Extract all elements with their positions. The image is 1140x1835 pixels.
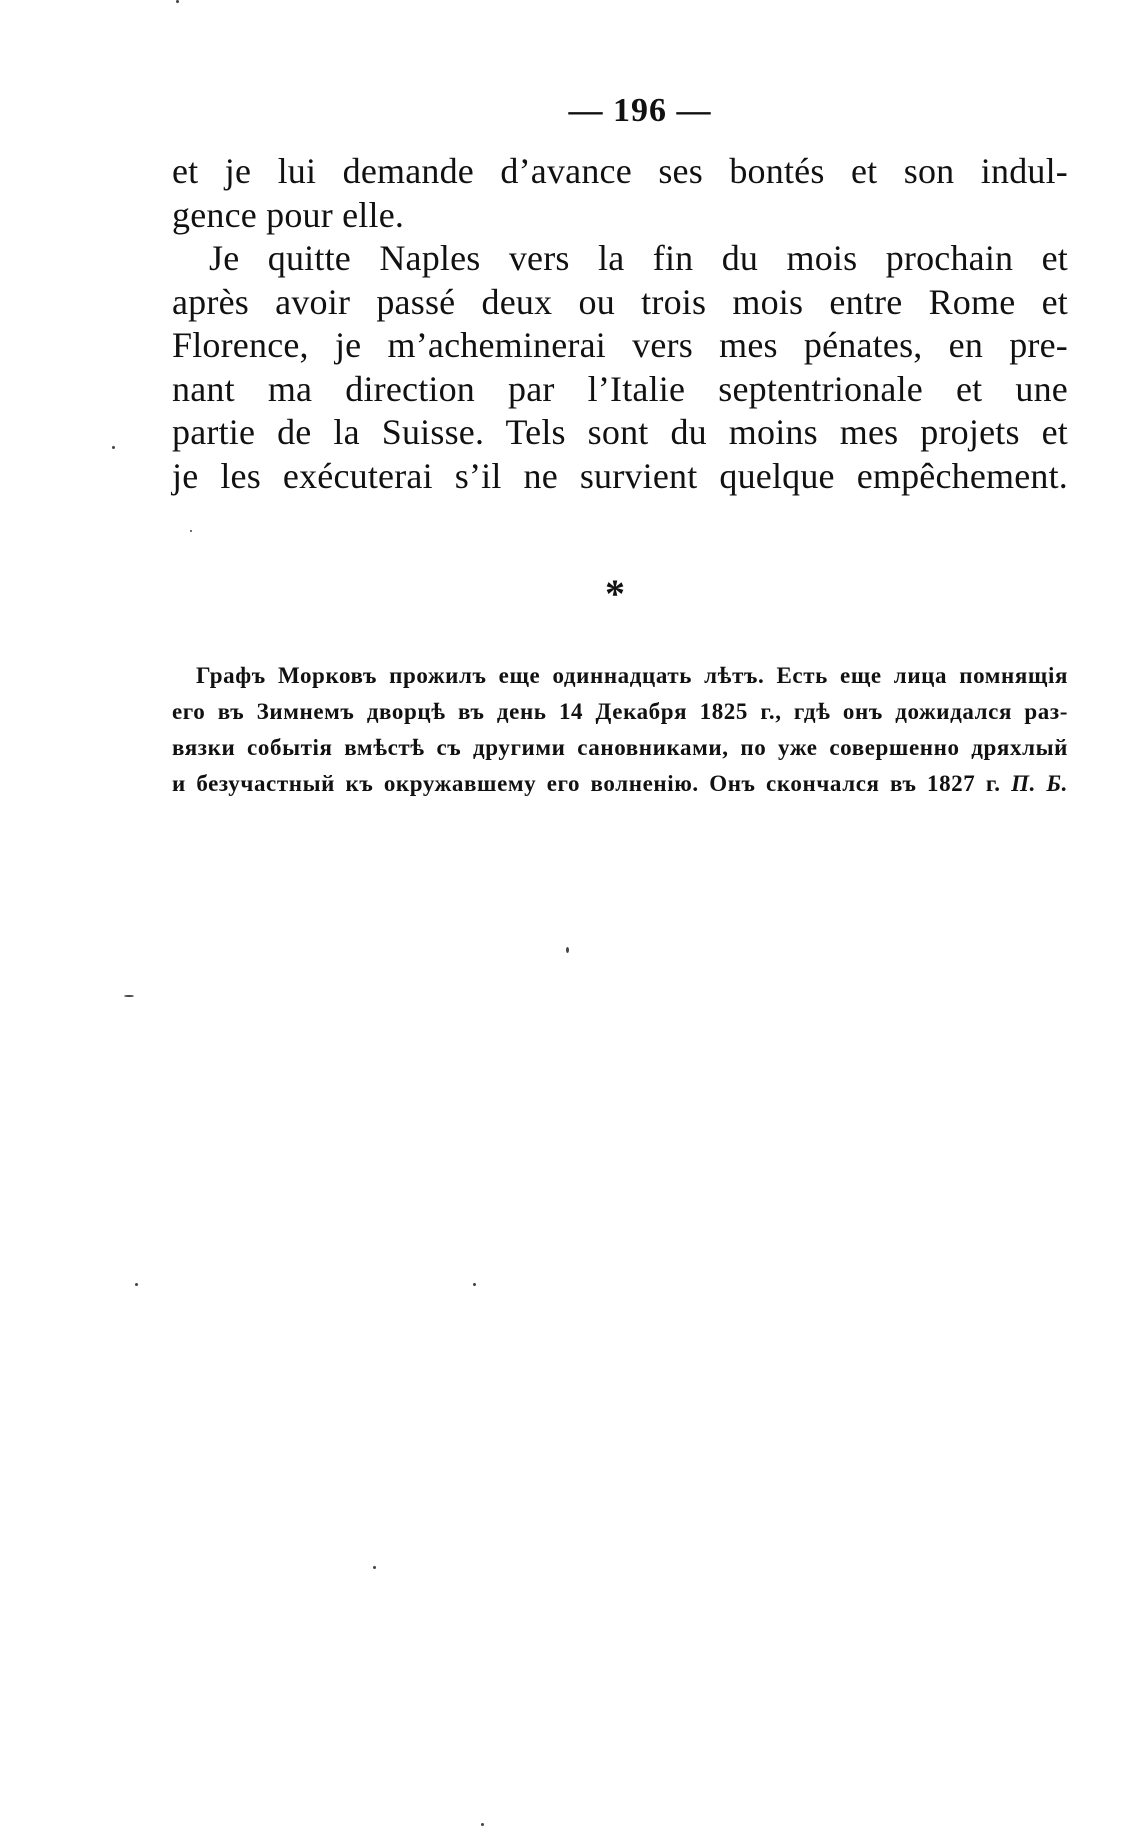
text-line: gence pour elle.: [172, 194, 405, 235]
scan-speck: [566, 947, 569, 953]
scan-speck: [135, 1283, 138, 1286]
scan-speck: [124, 995, 134, 997]
editorial-note: [172, 658, 1068, 802]
scan-speck: [373, 1566, 376, 1569]
scan-speck: [112, 446, 115, 449]
note-line: вязки событія вмѣстѣ съ другими сановниками, по уже совершенно дряхлый: [172, 735, 1068, 760]
section-separator: *: [605, 571, 625, 616]
text-line: je les exécuterai s’il ne survient quelque empêchement.: [172, 455, 1068, 496]
text-line: nant ma direction par l’Italie septentrionale et une: [172, 368, 1068, 409]
note-line-text: и безучастный къ окружавшему его волненію. Онъ скончался въ 1827 г.: [172, 771, 1001, 796]
scan-speck: [473, 1283, 476, 1286]
text-line: Je quitte Naples vers la fin du mois prochain et: [209, 238, 1068, 278]
page-number: — 196 —: [568, 92, 712, 129]
note-line: [172, 766, 1068, 802]
note-line: его въ Зимнемъ дворцѣ въ день 14 Декабря 1825 г., гдѣ онъ дожидался раз-: [172, 699, 1068, 724]
scan-speck: [176, 0, 179, 3]
text-line: Florence, je m’acheminerai vers mes pénates, en pre-: [172, 325, 1068, 365]
note-line: Графъ Морковъ прожилъ еще одиннадцать лѣтъ. Есть еще лица помнящія: [196, 663, 1068, 688]
scan-speck: [190, 530, 192, 532]
text-line: partie de la Suisse. Tels sont du moins mes projets et: [172, 412, 1068, 452]
main-text: [172, 150, 1068, 498]
text-line: et je lui demande d’avance ses bontés et son indul-: [172, 151, 1068, 191]
scan-speck: [481, 1823, 484, 1826]
text-line: après avoir passé deux ou trois mois entre Rome et: [172, 281, 1068, 322]
note-signature: П. Б.: [1011, 771, 1068, 796]
